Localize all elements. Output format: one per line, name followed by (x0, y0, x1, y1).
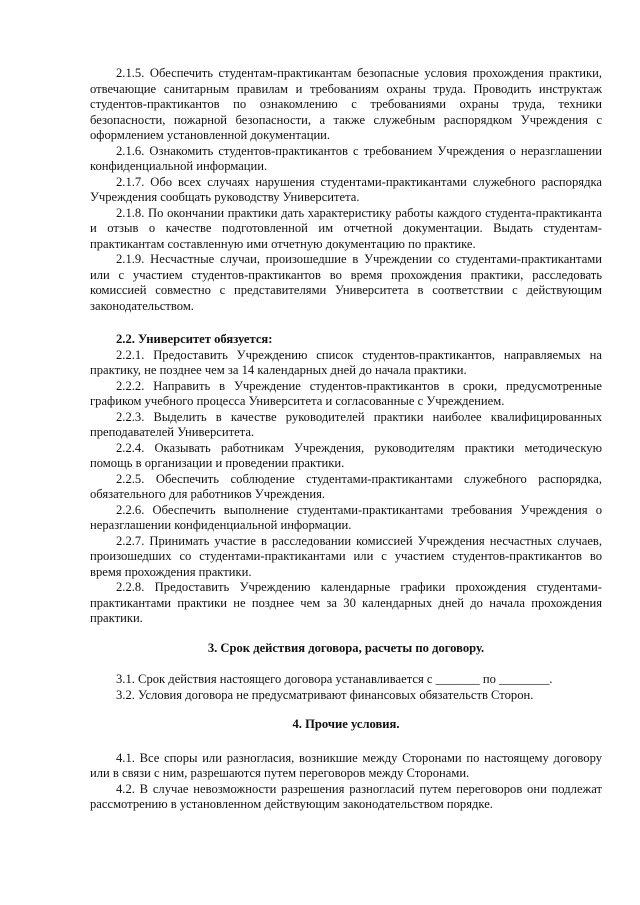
clause-2-2-1: 2.2.1. Предоставить Учреждению список студентов-практикантов, направляемых на практику, не позднее чем за 14 календарных дней до начала практики. (90, 347, 602, 377)
clause-2-2-4: 2.2.4. Оказывать работникам Учреждения, руководителям практики методическую помощь в организации и проведении практики. (90, 440, 602, 470)
clause-2-1-9: 2.1.9. Несчастные случаи, произошедшие в Учреждении со студентами-практикантами или с участием студентов-практикантов во время прохождения практики, расследовать комиссией совместно с представителями Университета в соответствии с действующим законодательством. (90, 252, 602, 313)
clause-2-1-5: 2.1.5. Обеспечить студентам-практикантам безопасные условия прохождения практики, отвечающие санитарным правилам и требованиям охраны труда. Проводить инструктаж студентов-практикантов по ознакомлению с требованиями охраны труда, техники безопасности, пожарной безопасности, а также служебным распорядком Учреждения с оформлением установленной документации. (90, 66, 602, 142)
clauses-2-2 (90, 348, 602, 627)
clause-2-2-8: 2.2.8. Предоставить Учреждению календарные графики прохождения студентами-практикантами практики не позднее чем за 30 календарных дней до начала прохождения практики. (90, 580, 602, 625)
clause-3-1: 3.1. Срок действия настоящего договора устанавливается с _______ по ________. (116, 672, 553, 686)
clause-2-2-2: 2.2.2. Направить в Учреждение студентов-практикантов в сроки, предусмотренные графиком учебного процесса Университета и согласованные с Учреждением. (90, 378, 602, 408)
clause-2-1-8: 2.1.8. По окончании практики дать характеристику работы каждого студента-практиканта и отзыв о качестве подготовленной им отчетной документации. Выдать студентам-практикантам составленную ими отчетную документацию по практике. (90, 205, 602, 251)
clause-2-2-6: 2.2.6. Обеспечить выполнение студентами-практикантами требования Учреждения о неразглашении конфиденциальной информации. (90, 502, 602, 532)
clause-2-1-7: 2.1.7. Обо всех случаях нарушения студентами-практикантами служебного распорядка Учреждения сообщать руководству Университета. (90, 174, 602, 204)
clauses-2-1 (90, 66, 602, 314)
clause-2-2-7: 2.2.7. Принимать участие в расследовании комиссией Учреждения несчастных случаев, произошедших со студентами-практикантами или с участием студентов-практикантов во время прохождения практики. (90, 533, 602, 579)
section-2-2-heading: 2.2. Университет обязуется: (116, 332, 273, 346)
section-3-heading: 3. Срок действия договора, расчеты по договору. (207, 640, 485, 655)
document-page (90, 66, 602, 813)
clause-3-2: 3.2. Условия договора не предусматривают финансовых обязательств Сторон. (116, 687, 534, 702)
section-4-heading: 4. Прочие условия. (292, 717, 400, 731)
clause-2-2-5: 2.2.5. Обеспечить соблюдение студентами-практикантами служебного распорядка, обязательного для работников Учреждения. (90, 471, 602, 501)
clause-4-1: 4.1. Все споры или разногласия, возникшие между Сторонами по настоящему договору или в связи с ним, разрешаются путем переговоров между Сторонами. (90, 750, 602, 780)
clause-2-1-6: 2.1.6. Ознакомить студентов-практикантов с требованием Учреждения о неразглашении конфиденциальной информации. (90, 143, 602, 173)
clause-4-2: 4.2. В случае невозможности разрешения разногласий путем переговоров они подлежат рассмотрению в установленном действующим законодательством порядке. (90, 781, 602, 811)
clause-2-2-3: 2.2.3. Выделить в качестве руководителей практики наиболее квалифицированных преподавателей Университета. (90, 409, 602, 439)
